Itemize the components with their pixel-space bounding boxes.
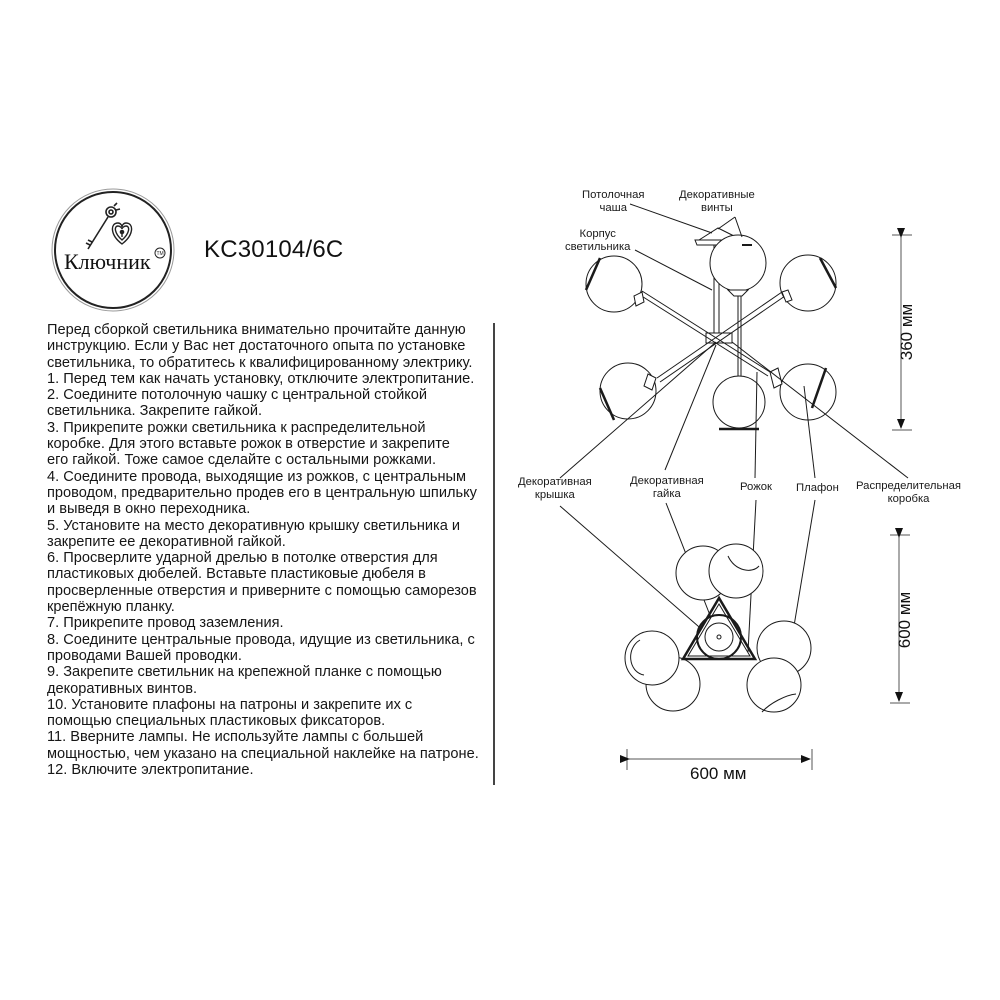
dimension-width: 600 мм — [690, 764, 747, 783]
label-decorative-cover: Декоративная крышка — [518, 476, 592, 501]
intro-line: инструкцию. Если у Вас нет достаточного опыта по установке — [47, 338, 466, 355]
svg-text:TM: TM — [156, 251, 164, 257]
label-body: Корпус светильника — [565, 228, 631, 253]
step-line: 4. Соедините провода, выходящие из рожков, с центральным — [47, 468, 467, 485]
dimension-top-view-height: 600 мм — [895, 591, 914, 649]
brand-name: Ключник — [64, 249, 151, 274]
step-line: коробке. Для этого вставьте рожок в отверстие и закрепите — [47, 436, 450, 453]
step-line: декоративных винтов. — [47, 680, 198, 697]
label-shade: Плафон — [796, 482, 839, 494]
step-line: 2. Соедините потолочную чашку с центральной стойкой — [47, 387, 428, 404]
step-line: просверленные отверстия и приверните с помощью саморезов — [47, 582, 477, 599]
step-line: 11. Вверните лампы. Не используйте лампы с большей — [47, 729, 424, 746]
step-line: 10. Установите плафоны на патроны и закрепите их с — [47, 696, 413, 713]
dimension-height: 360 мм — [897, 303, 916, 361]
step-line: 1. Перед тем как начать установку, отключите электропитание. — [47, 370, 475, 387]
step-line: 12. Включите электропитание. — [47, 762, 254, 779]
step-line: 9. Закрепите светильник на крепежной планке с помощью — [47, 664, 442, 681]
step-line: 5. Установите на место декоративную крышку светильника и — [47, 517, 461, 534]
label-junction-box: Распределительная коробка — [856, 480, 961, 505]
step-line: пластиковых дюбелей. Вставьте пластиковые дюбеля в — [47, 566, 426, 583]
step-line: и выведя в окно переходника. — [47, 501, 251, 518]
intro-line: Перед сборкой светильника внимательно прочитайте данную — [47, 322, 466, 338]
intro-line: светильника, то обратитесь к квалифицированному электрику. — [47, 354, 473, 371]
label-arm: Рожок — [740, 481, 772, 493]
label-decorative-nut: Декоративная гайка — [630, 475, 704, 500]
step-line: 6. Просверлите ударной дрелью в потолке отверстия для — [47, 550, 438, 567]
step-line: крепёжную планку. — [47, 599, 175, 616]
step-line: помощью специальных пластиковых фиксаторов. — [47, 713, 386, 730]
step-line: светильника. Закрепите гайкой. — [47, 403, 263, 420]
step-line: его гайкой. Тоже самое сделайте с остальными рожками. — [47, 452, 436, 469]
step-line: 8. Соедините центральные провода, идущие из светильника, с — [47, 631, 475, 648]
step-line: мощностью, чем указано на специальной наклейке на патроне. — [47, 745, 479, 762]
step-line: проводом, предварительно продев его в центральную шпильку — [47, 484, 477, 501]
top-view — [560, 500, 815, 712]
step-line: закрепите ее декоративной гайкой. — [47, 533, 286, 550]
label-ceiling-cup: Потолочная чаша — [582, 189, 645, 214]
label-decorative-screws: Декоративные винты — [679, 189, 755, 214]
model-number: KC30104/6C — [204, 236, 344, 263]
step-line: 7. Прикрепите провод заземления. — [47, 615, 284, 632]
step-line: 3. Прикрепите рожки светильника к распределительной — [47, 419, 426, 436]
step-line: проводами Вашей проводки. — [47, 647, 242, 664]
